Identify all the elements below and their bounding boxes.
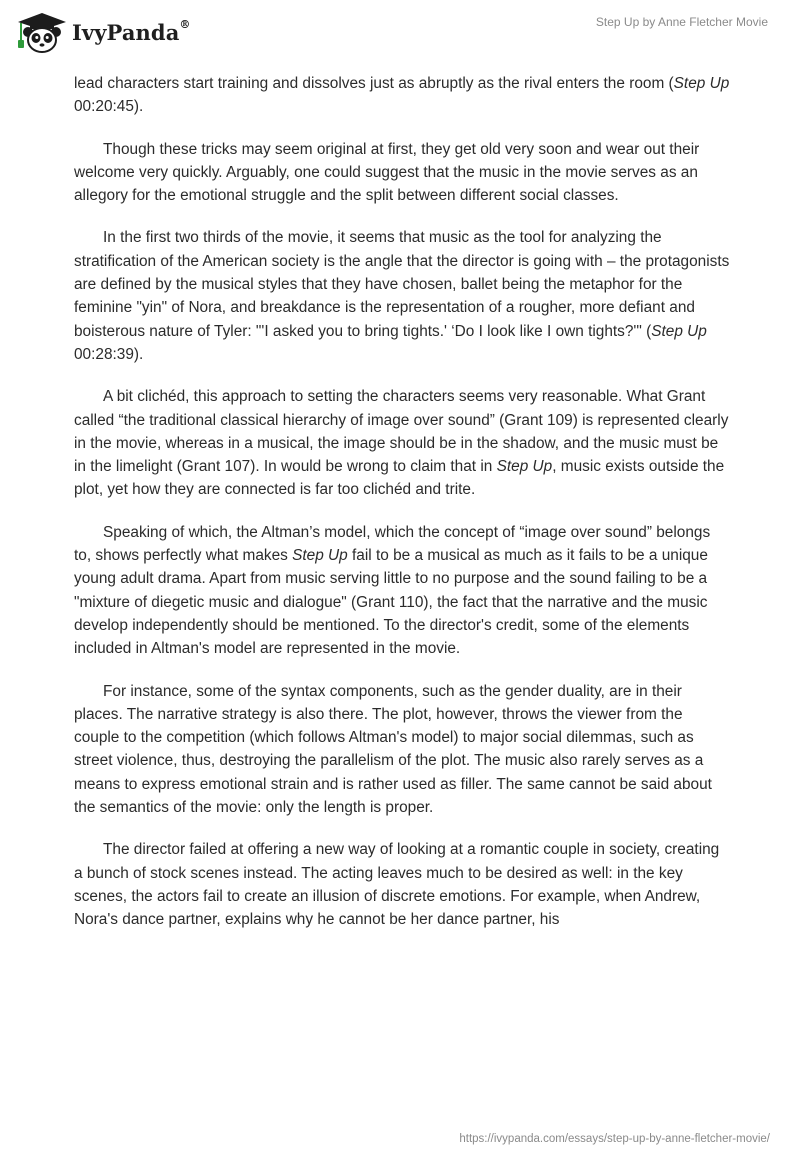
paragraph-text: In the first two thirds of the movie, it seems that music as the tool for analyzing the stratification of the American society is the angle that the director is going with – the protagonists are defined by the musical styles that they have chosen, ballet being the metaphor for the feminine "yin" of Nora, and breakdance is the representation of a rougher, more defiant and boisterous nature of Tyler: "'I asked you to bring tights.' ‘Do I look like I own tights?'" ( [74,229,730,340]
essay-body [74,72,730,951]
essay-paragraph [74,226,730,366]
paragraph-text: For instance, some of the syntax components, such as the gender duality, are in their places. The narrative strategy is also there. The plot, however, throws the viewer from the couple to the competition (which follows Altman's model) to major social dilemmas, such as street violence, thus, destroying the parallelism of the plot. The music also rarely serves as a means to express emotional strain and is rather used as filler. The same cannot be said about the semantics of the movie: only the length is proper. [74,682,712,817]
paragraph-text: fail to be a musical as much as it fails to be a unique young adult drama. Apart from music serving little to no purpose and the sound failing to be a "mixture of diegetic music and dialogue" (Grant 110), the fact that the narrative and the music develop independently should be mentioned. To the director's credit, some of the elements included in Altman's model are represented in the movie. [74,547,708,658]
logo-text: IvyPanda® [72,17,191,45]
essay-paragraph [74,138,730,208]
film-title: Step Up [673,75,730,92]
essay-paragraph [74,838,730,931]
essay-paragraph [74,521,730,661]
paragraph-text: Though these tricks may seem original at first, they get old very soon and wear out their welcome very quickly. Arguably, one could suggest that the music in the movie serves as an allegory for the emotional struggle and the split between different social classes. [74,140,700,205]
essay-paragraph [74,385,730,501]
essay-paragraph [74,72,730,119]
panda-graduate-icon [14,10,66,54]
film-title: Step Up [496,458,553,476]
page-header [0,0,800,64]
paragraph-text: Speaking of which, the Altman’s model, which the concept of “image over sound” belongs to, shows perfectly what makes [74,523,711,565]
paragraph-text: The director failed at offering a new way of looking at a romantic couple in society, creating a bunch of stock scenes instead. The acting leaves much to be desired as well: in the key scenes, the actors fail to create an illusion of discrete emotions. For example, when Andrew, Nora's dance partner, explains why he cannot be her dance partner, his [74,841,720,929]
essay-paragraph [74,680,730,820]
paragraph-text: 00:28:39). [74,345,144,363]
paragraph-text: lead characters start training and dissolves just as abruptly as the rival enters the room ( [74,75,674,92]
paragraph-text: , music exists outside the plot, yet how they are connected is far too clichéd and trite. [74,458,725,499]
paragraph-text: 00:20:45). [74,98,144,116]
ivypanda-logo[interactable] [14,10,191,54]
film-title: Step Up [651,322,707,340]
document-title: Step Up by Anne Fletcher Movie [595,15,768,29]
source-url[interactable]: https://ivypanda.com/essays/step-up-by-anne-fletcher-movie/ [459,1133,770,1145]
film-title: Step Up [292,547,348,565]
paragraph-text: A bit clichéd, this approach to setting the characters seems very reasonable. What Grant called “the traditional classical hierarchy of image over sound” (Grant 109) is represented clearly in the movie, whereas in a musical, the image should be in the shadow, and the music must be in the limelight (Grant 107). In would be wrong to claim that in [74,388,729,476]
